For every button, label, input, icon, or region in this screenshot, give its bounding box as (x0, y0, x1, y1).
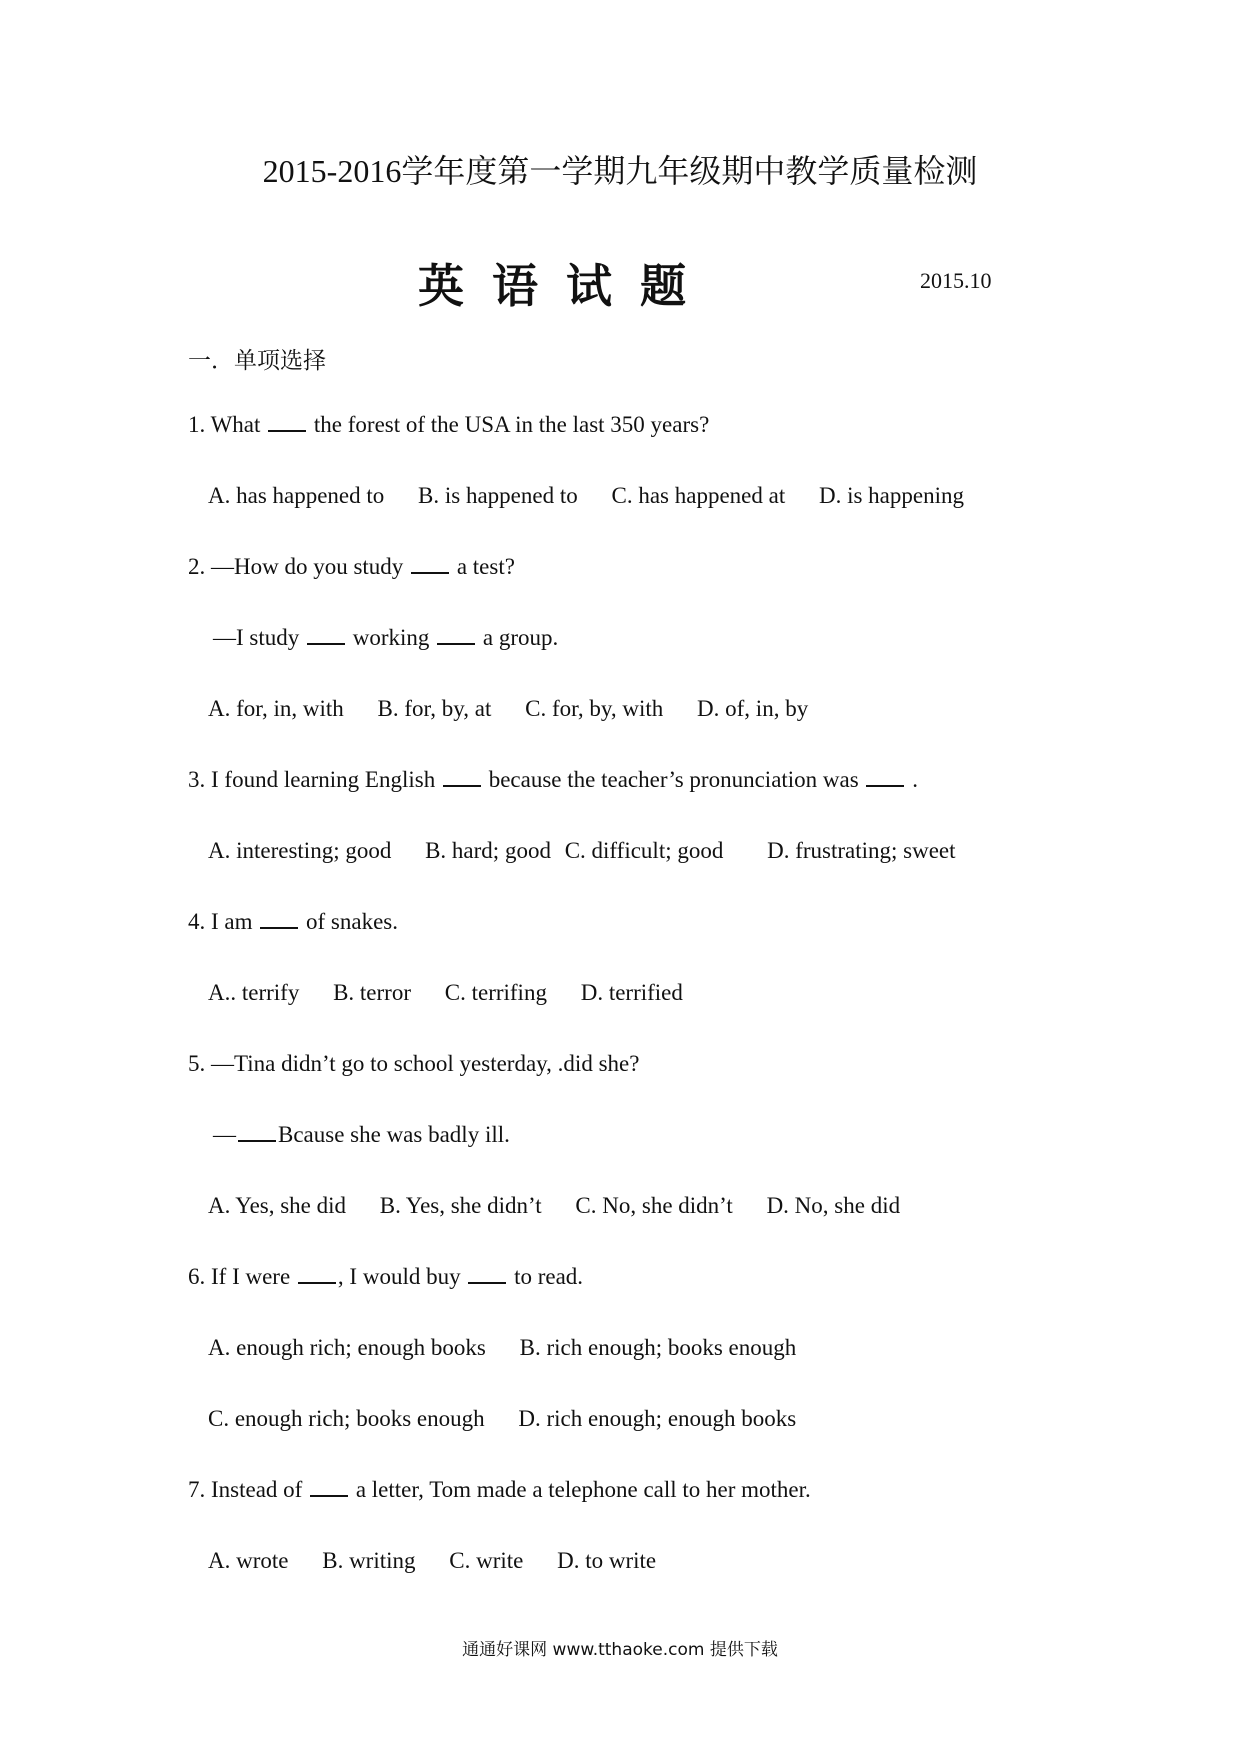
footer-source: 通通好课网 www.tthaoke.com 提供下载 (462, 1640, 778, 1660)
option-a: A. has happened to (208, 483, 385, 508)
question-text: to read. (514, 1264, 584, 1289)
option-b: B. Yes, she didn’t (379, 1193, 542, 1218)
option-c: C. terrifing (444, 980, 547, 1005)
question-text: —I study (213, 625, 300, 650)
answer-blank (298, 1264, 336, 1284)
question-2-reply (213, 625, 558, 651)
question-text: a test? (456, 554, 515, 579)
option-d: D. to write (557, 1548, 657, 1573)
option-a: A. wrote (208, 1548, 289, 1573)
option-b: B. is happened to (418, 483, 578, 508)
question-text: 2. —How do you study (188, 554, 404, 579)
question-2-options (208, 696, 836, 722)
question-6-options-row2 (208, 1406, 824, 1432)
question-text: , I would buy (337, 1264, 461, 1289)
option-b: B. rich enough; books enough (519, 1335, 797, 1360)
answer-blank (443, 767, 481, 787)
option-d: D. of, in, by (697, 696, 809, 721)
option-d: D. frustrating; sweet (767, 838, 956, 863)
option-a: A.. terrify (208, 980, 300, 1005)
question-1-options (208, 483, 992, 509)
option-c: C. has happened at (611, 483, 786, 508)
question-5 (188, 1051, 639, 1077)
question-2 (188, 554, 515, 580)
question-text: — (213, 1122, 236, 1147)
answer-blank (437, 625, 475, 645)
question-text: working (352, 625, 430, 650)
option-c: C. No, she didn’t (575, 1193, 733, 1218)
option-b: B. terror (333, 980, 411, 1005)
option-b: B. hard; good (425, 838, 551, 863)
answer-blank (307, 625, 345, 645)
question-6 (188, 1264, 583, 1290)
question-3-options (208, 838, 984, 864)
option-b: B. for, by, at (377, 696, 492, 721)
exam-title: 2015-2016学年度第一学期九年级期中教学质量检测 (262, 153, 978, 189)
answer-blank (310, 1477, 348, 1497)
question-text: 4. I am (188, 909, 253, 934)
question-text: 6. If I were (188, 1264, 291, 1289)
option-a: A. for, in, with (208, 696, 344, 721)
option-c: C. difficult; good (564, 838, 724, 863)
question-text: . (912, 767, 918, 792)
section-title: 一．单项选择 (188, 348, 326, 373)
answer-blank (260, 909, 298, 929)
question-7-options (208, 1548, 684, 1574)
question-text: 5. —Tina didn’t go to school yesterday, .did she? (188, 1051, 640, 1076)
answer-blank (411, 554, 449, 574)
option-b: B. writing (322, 1548, 416, 1573)
exam-date: 2015.10 (920, 268, 992, 293)
question-4 (188, 909, 398, 935)
question-text: 7. Instead of (188, 1477, 303, 1502)
question-text: a letter, Tom made a telephone call to her mother. (355, 1477, 811, 1502)
option-c: C. write (449, 1548, 524, 1573)
subject-title: 英语试题 (418, 261, 714, 312)
question-text: 3. I found learning English (188, 767, 436, 792)
question-5-reply (213, 1122, 510, 1148)
question-text: because the teacher’s pronunciation was (488, 767, 859, 792)
option-c: C. for, by, with (525, 696, 664, 721)
question-3 (188, 767, 918, 793)
option-d: D. is happening (818, 483, 964, 508)
answer-blank (238, 1122, 276, 1142)
answer-blank (468, 1264, 506, 1284)
option-d: D. terrified (580, 980, 683, 1005)
option-d: D. rich enough; enough books (518, 1406, 797, 1431)
option-a: A. interesting; good (208, 838, 392, 863)
question-1 (188, 412, 709, 438)
question-text: the forest of the USA in the last 350 years? (313, 412, 710, 437)
option-a: A. Yes, she did (208, 1193, 347, 1218)
question-6-options-row1 (208, 1335, 824, 1361)
option-d: D. No, she did (766, 1193, 901, 1218)
option-c: C. enough rich; books enough (208, 1406, 485, 1431)
answer-blank (866, 767, 904, 787)
question-text: of snakes. (306, 909, 398, 934)
option-a: A. enough rich; enough books (208, 1335, 486, 1360)
question-text: a group. (482, 625, 559, 650)
question-5-options (208, 1193, 928, 1219)
question-7 (188, 1477, 811, 1503)
question-text: 1. What (188, 412, 261, 437)
question-text: Bcause she was badly ill. (278, 1122, 510, 1147)
question-4-options (208, 980, 711, 1006)
answer-blank (268, 412, 306, 432)
